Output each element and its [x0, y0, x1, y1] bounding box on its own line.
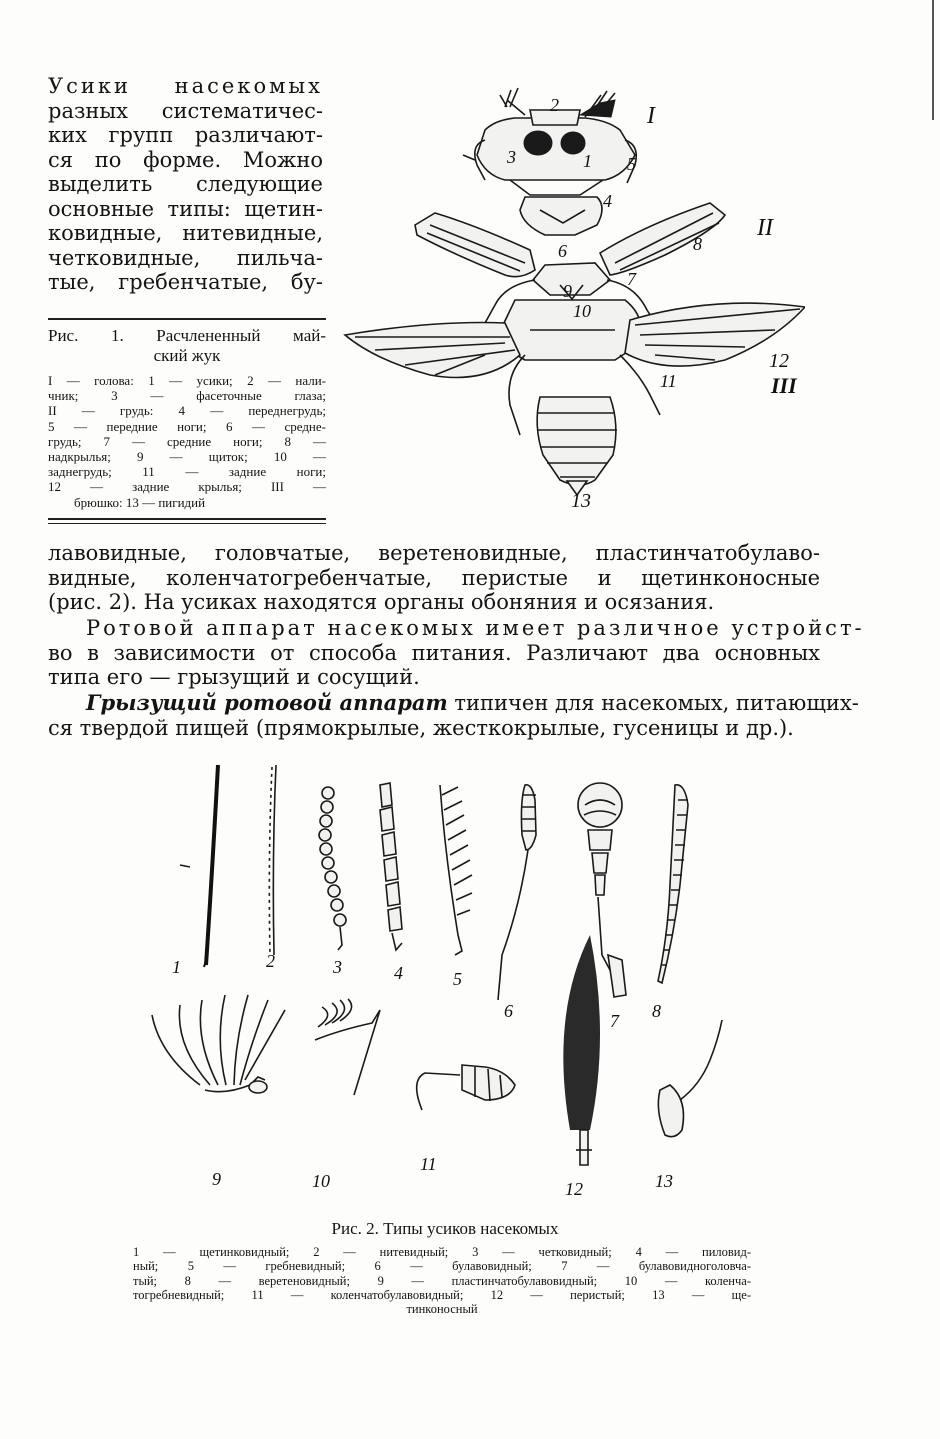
fig1-label-11: 11: [660, 371, 677, 391]
intro-line: ся по форме. Можно: [48, 147, 323, 172]
figure2-caption-title: Рис. 2. Типы усиков насекомых: [331, 1219, 559, 1238]
beetle-hindwing-left: [345, 323, 520, 378]
caption-rule-bottom-2: [48, 523, 326, 524]
intro-paragraph: [48, 74, 323, 295]
antenna-serrate: [380, 783, 402, 950]
beetle-elytron-left: [415, 213, 535, 277]
fig2-label-10: 10: [312, 1171, 330, 1191]
mouthparts-paragraph: Ротовой аппарат насекомых имеет различное устройст- во в зависимости от способа питания. Различают два основных типа его — грызущий и сосущий.: [48, 616, 865, 689]
figure1-legend: I — голова: 1 — усики; 2 — нали- чник; 3 — фасеточные глаза; II — грудь: 4 — переднегрудь; 5 — передние ноги; 6 — средне- грудь; 7 — средние ноги; 8 — надкрылья; 9 — щиток; 10 — заднегрудь; 11 — задние ноги; 12 — задние крылья; III — брюшко: 13 — пигидий: [48, 373, 326, 510]
intro-line: Усики насекомых: [48, 74, 323, 98]
fig2-label-1: 1: [172, 957, 181, 977]
fig2-label-4: 4: [394, 963, 403, 983]
antenna-geniculate-clavate: [417, 1065, 515, 1110]
fig1-label-13: 13: [571, 490, 591, 512]
antenna-setaceous: [180, 765, 218, 967]
fig1-label-5: 5: [627, 154, 636, 174]
figure2-legend: 1 — щетинковидный; 2 — нитевидный; 3 — четковидный; 4 — пиловид- ный; 5 — гребневидный; 6 — булавовидный; 7 — булавовидноголовча- тый; 8 — веретеновидный; 9 — пластинчатобулавовидный; 10 — коленча- тогребневидный; 11 — коленчатобулавовидный; 12 — перистый; 13 — ще- тинконосный: [133, 1245, 751, 1317]
antenna-aristate: [658, 1020, 722, 1137]
fig1-label-1: 1: [583, 151, 592, 171]
fig1-roman-II: II: [757, 215, 773, 241]
caption-rule-bottom: [48, 518, 326, 520]
antenna-pectinate: [440, 785, 472, 955]
beetle-prothorax: [520, 197, 602, 235]
antenna-moniliform: [319, 787, 346, 950]
fig2-label-11: 11: [420, 1154, 437, 1174]
intro-line: разных систематичес-: [48, 98, 323, 123]
fig2-label-5: 5: [453, 969, 462, 989]
figure1-caption-title: Рис. 1. Расчлененный май- ский жук: [48, 326, 326, 365]
antenna-filiform: [269, 765, 276, 955]
antenna-plumose: [563, 935, 600, 1165]
fig1-label-9: 9: [563, 281, 572, 301]
figure2-antennae-illustration: [140, 755, 780, 1205]
antenna-geniculate-pectinate: [315, 999, 380, 1095]
fig1-roman-III: III: [771, 373, 797, 398]
fig2-label-7: 7: [610, 1011, 619, 1031]
antenna-clavate: [498, 785, 536, 1000]
intro-line: тые, гребенчатые, бу-: [48, 270, 323, 294]
fig1-label-3: 3: [507, 147, 516, 167]
intro-line: ких групп различают-: [48, 123, 323, 147]
fig2-label-13: 13: [655, 1171, 673, 1191]
fig1-roman-I: I: [647, 103, 655, 129]
fig1-label-8: 8: [693, 234, 702, 254]
scan-edge-line: [932, 0, 934, 120]
fig1-label-4: 4: [603, 191, 612, 211]
fig1-label-12: 12: [769, 350, 789, 372]
chewing-paragraph: Грызущий ротовой аппарат типичен для насекомых, питающих- ся твердой пищей (прямокрылые, жесткокрылые, гусеницы и др.).: [48, 690, 859, 740]
intro-line: выделить следующие: [48, 172, 323, 196]
fig2-label-9: 9: [212, 1169, 221, 1189]
fig2-label-2: 2: [266, 951, 275, 971]
fig2-label-3: 3: [333, 957, 342, 977]
fig2-label-12: 12: [565, 1179, 583, 1199]
fig1-label-7: 7: [627, 269, 636, 289]
beetle-abdomen: [537, 397, 616, 485]
caption-rule-top: [48, 318, 326, 320]
fig1-label-10: 10: [573, 301, 591, 321]
intro-line: ковидные, нитевидные,: [48, 221, 323, 245]
figure1-beetle-illustration: [335, 85, 805, 515]
antenna-fusiform: [658, 785, 688, 983]
intro-line: основные типы: щетин-: [48, 196, 323, 221]
fig2-label-6: 6: [504, 1001, 513, 1021]
intro-line: четковидные, пильча-: [48, 245, 323, 270]
antenna-lamellate: [152, 995, 285, 1093]
fig2-label-8: 8: [652, 1001, 661, 1021]
chewing-term: Грызущий ротовой аппарат: [86, 690, 448, 715]
continuation-paragraph: лавовидные, головчатые, веретеновидные, пластинчатобулаво- видные, коленчатогребенчатые, перистые и щетинконосные (рис. 2). На усиках находятся органы обоняния и осязания.: [48, 541, 820, 614]
fig1-label-6: 6: [558, 241, 567, 261]
fig1-label-2: 2: [550, 95, 559, 115]
